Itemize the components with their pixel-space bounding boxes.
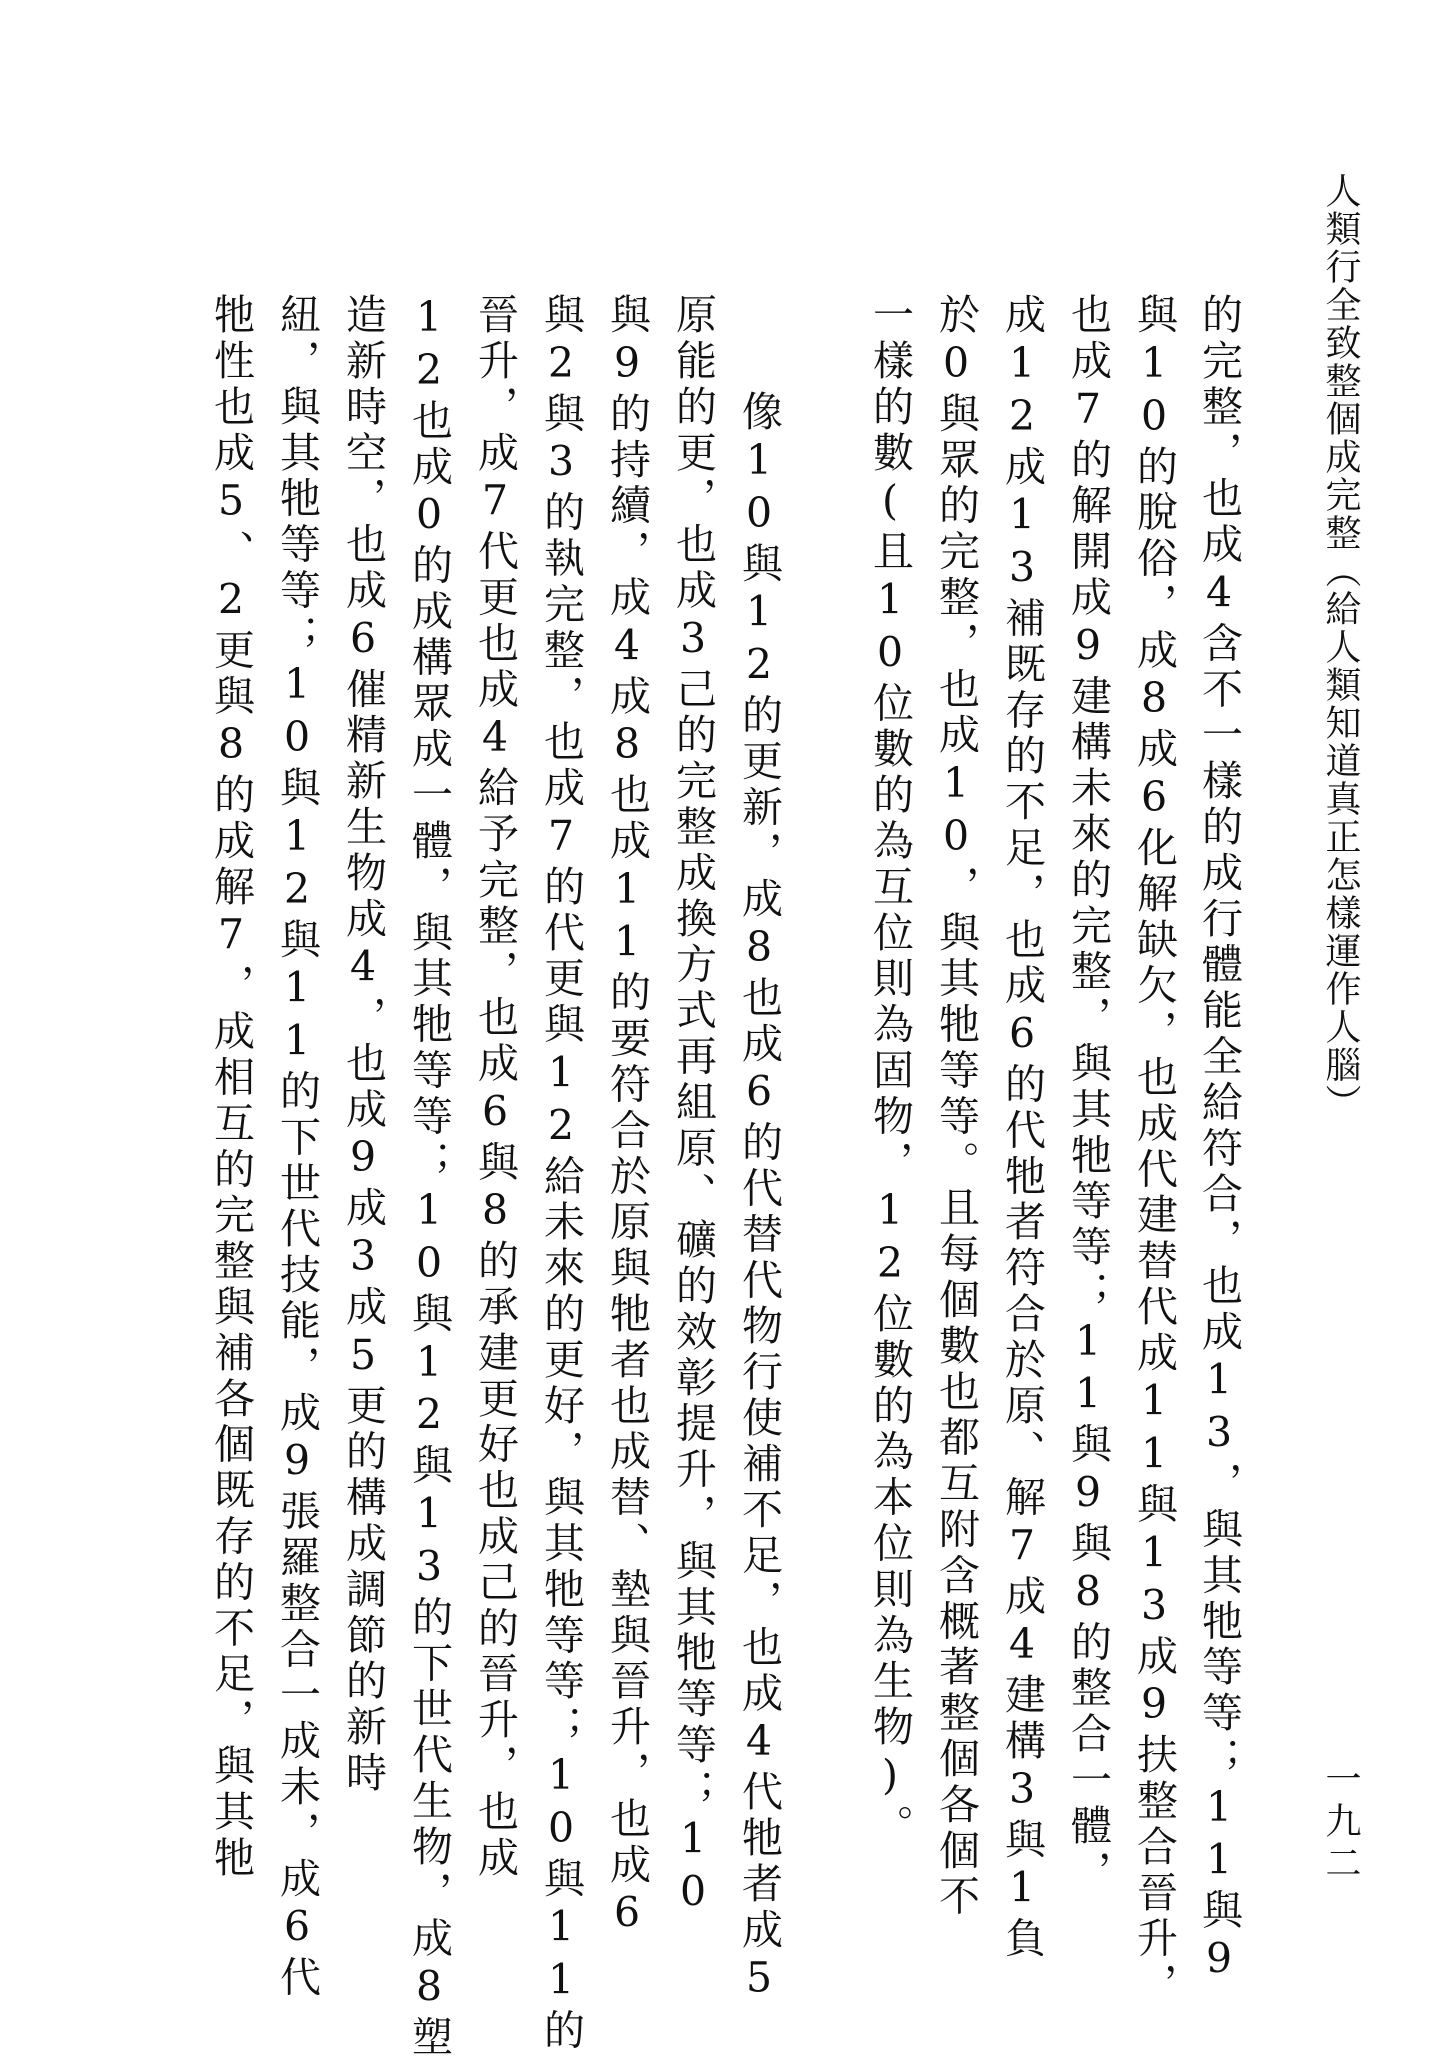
text-line-3: 也成7的解開成9建構未來的完整，與其牠等等；11與9與8的整合一體， xyxy=(1064,293,1112,1896)
text-line-11: 晉升，成7代更也成4給予完整，也成6與8的承建更好也成己的晉升，也成 xyxy=(471,293,519,1882)
page-number: 一九二 xyxy=(1320,1760,1361,1886)
text-line-2: 與10的脫俗，成8成6化解缺欠，也成代建替代成11與13成9扶整合晉升， xyxy=(1130,293,1178,2009)
text-line-5: 於0與眾的完整，也成10，與其牠等等。且每個數也都互附含概著整個各個不 xyxy=(932,293,980,1921)
text-line-7: 像10與12的更新，成8也成6的代替代物行使補不足，也成4代牠者成5 xyxy=(735,390,783,2007)
text-line-10: 與2與3的執完整，也成7的代更與12給未來的更好，與其牠等等；10與11的 xyxy=(537,293,585,2055)
text-line-9: 與9的持續，成4成8也成11的要符合於原與牠者也成替、墊與晉升，也成6 xyxy=(603,293,651,1942)
text-line-12: 12也成0的成構眾成一體，與其牠等等；10與12與13的下世代生物，成8塑 xyxy=(405,293,453,2061)
text-line-15: 牠性也成5、2更與8的成解7，成相互的完整與補各個既存的不足，與其牠 xyxy=(207,293,255,1882)
text-line-1: 的完整，也成4含不一樣的成行體能全給符合，也成13，與其牠等等；11與9 xyxy=(1195,293,1243,1988)
running-header-title: 人類行全致整個成完整（給人類知道真正怎樣運作人腦） xyxy=(1320,172,1361,1122)
text-line-14: 紐，與其牠等等；10與12與11的下世代技能，成9張羅整合一成未，成6代 xyxy=(273,293,321,2002)
text-line-6: 一樣的數(且10位數的為互位則為固物，12位數的為本位則為生物)。 xyxy=(866,293,914,1850)
text-line-4: 成12成13補既存的不足，也成6的代牠者符合於原、解7成4建構3與1負 xyxy=(998,293,1046,1963)
text-line-8: 原能的更，也成3己的完整成換方式再組原、礦的效彰提升，與其牠等等；10 xyxy=(669,293,717,1921)
text-line-13: 造新時空，也成6催精新生物成4，也成9成3成5更的構成調節的新時 xyxy=(339,293,387,1797)
